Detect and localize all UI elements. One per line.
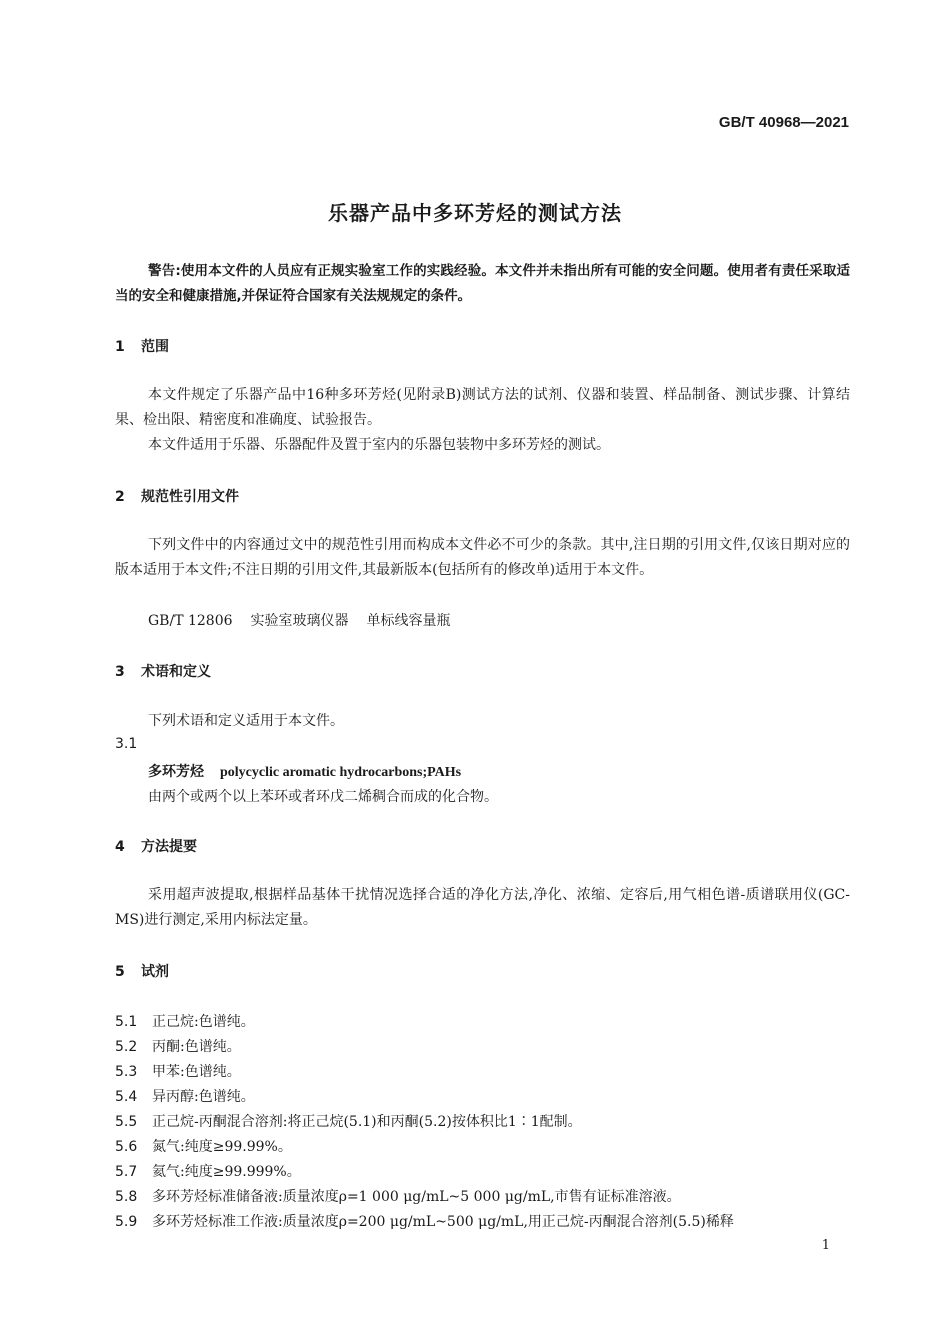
item-number: 5.6: [115, 1139, 138, 1155]
standard-code: GB/T 40968—2021: [718, 114, 849, 131]
item-text: 氮气:纯度≥99.99%。: [152, 1139, 292, 1155]
section-number: 3: [115, 664, 125, 680]
item-number: 5.1: [115, 1014, 138, 1030]
reference-name-1: 实验室玻璃仪器: [250, 613, 349, 629]
normative-references-paragraph: 下列文件中的内容通过文中的规范性引用而构成本文件必不可少的条款。其中,注日期的引用文件,仅该日期对应的版本适用于本文件;不注日期的引用文件,其最新版本(包括所有的修改单)适用于本文件。: [115, 537, 850, 578]
item-number: 5.5: [115, 1114, 138, 1130]
reagent-item: [115, 1211, 734, 1231]
section-title: 范围: [141, 339, 169, 355]
reagent-item: [115, 1036, 241, 1056]
reagent-item: [115, 1161, 301, 1181]
item-text: 多环芳烃标准工作液:质量浓度ρ=200 μg/mL~500 μg/mL,用正己烷-丙酮混合溶剂(5.5)稀释: [152, 1214, 734, 1230]
reagent-item: [115, 1186, 681, 1206]
item-text: 正己烷:色谱纯。: [152, 1014, 255, 1030]
item-text: 异丙醇:色谱纯。: [152, 1089, 255, 1105]
item-number: 5.3: [115, 1064, 138, 1080]
reagent-item: [115, 1061, 241, 1081]
term-english: polycyclic aromatic hydrocarbons;PAHs: [220, 765, 462, 780]
item-text: 氦气:纯度≥99.999%。: [152, 1164, 301, 1180]
item-number: 5.2: [115, 1039, 138, 1055]
method-summary-paragraph: 采用超声波提取,根据样品基体干扰情况选择合适的净化方法,净化、浓缩、定容后,用气相色谱-质谱联用仪(GC-MS)进行测定,采用内标法定量。: [115, 887, 850, 928]
reagent-item: [115, 1086, 255, 1106]
section-number: 1: [115, 339, 125, 355]
section-heading-5: [115, 961, 169, 981]
term-chinese: 多环芳烃: [148, 764, 204, 780]
term-number: 3.1: [115, 736, 138, 752]
term-definition: 由两个或两个以上苯环或者环戊二烯稠合而成的化合物。: [148, 789, 498, 805]
item-number: 5.7: [115, 1164, 138, 1180]
section-heading-2: [115, 486, 239, 506]
section-heading-4: [115, 836, 197, 856]
section-title: 规范性引用文件: [141, 489, 239, 505]
section-number: 4: [115, 839, 125, 855]
section-heading-3: [115, 661, 211, 681]
section-title: 试剂: [141, 964, 169, 980]
reference-name-2: 单标线容量瓶: [366, 613, 451, 629]
warning-paragraph: 警告:使用本文件的人员应有正规实验室工作的实践经验。本文件并未指出所有可能的安全问题。使用者有责任采取适当的安全和健康措施,并保证符合国家有关法规规定的条件。: [115, 263, 850, 304]
item-text: 正己烷-丙酮混合溶剂:将正己烷(5.1)和丙酮(5.2)按体积比1∶1配制。: [152, 1114, 582, 1130]
term-entry: [148, 761, 461, 781]
scope-paragraph-1: 本文件规定了乐器产品中16种多环芳烃(见附录B)测试方法的试剂、仪器和装置、样品制备、测试步骤、计算结果、检出限、精密度和准确度、试验报告。: [115, 387, 850, 428]
item-number: 5.4: [115, 1089, 138, 1105]
reagent-item: [115, 1136, 292, 1156]
item-text: 丙酮:色谱纯。: [152, 1039, 241, 1055]
section-heading-1: [115, 336, 169, 356]
terms-intro: 下列术语和定义适用于本文件。: [148, 713, 344, 729]
reagent-item: [115, 1011, 255, 1031]
item-number: 5.8: [115, 1189, 138, 1205]
reagent-item: [115, 1111, 582, 1131]
item-number: 5.9: [115, 1214, 138, 1230]
reference-entry: [148, 610, 451, 630]
reference-code: GB/T 12806: [148, 613, 233, 629]
document-title: 乐器产品中多环芳烃的测试方法: [328, 201, 622, 225]
page-number: 1: [821, 1238, 830, 1253]
section-title: 方法提要: [141, 839, 197, 855]
item-text: 多环芳烃标准储备液:质量浓度ρ=1 000 μg/mL~5 000 μg/mL,市售有证标准溶液。: [152, 1189, 681, 1205]
item-text: 甲苯:色谱纯。: [152, 1064, 241, 1080]
scope-paragraph-2: 本文件适用于乐器、乐器配件及置于室内的乐器包装物中多环芳烃的测试。: [148, 437, 610, 453]
section-title: 术语和定义: [141, 664, 211, 680]
section-number: 5: [115, 964, 125, 980]
section-number: 2: [115, 489, 125, 505]
